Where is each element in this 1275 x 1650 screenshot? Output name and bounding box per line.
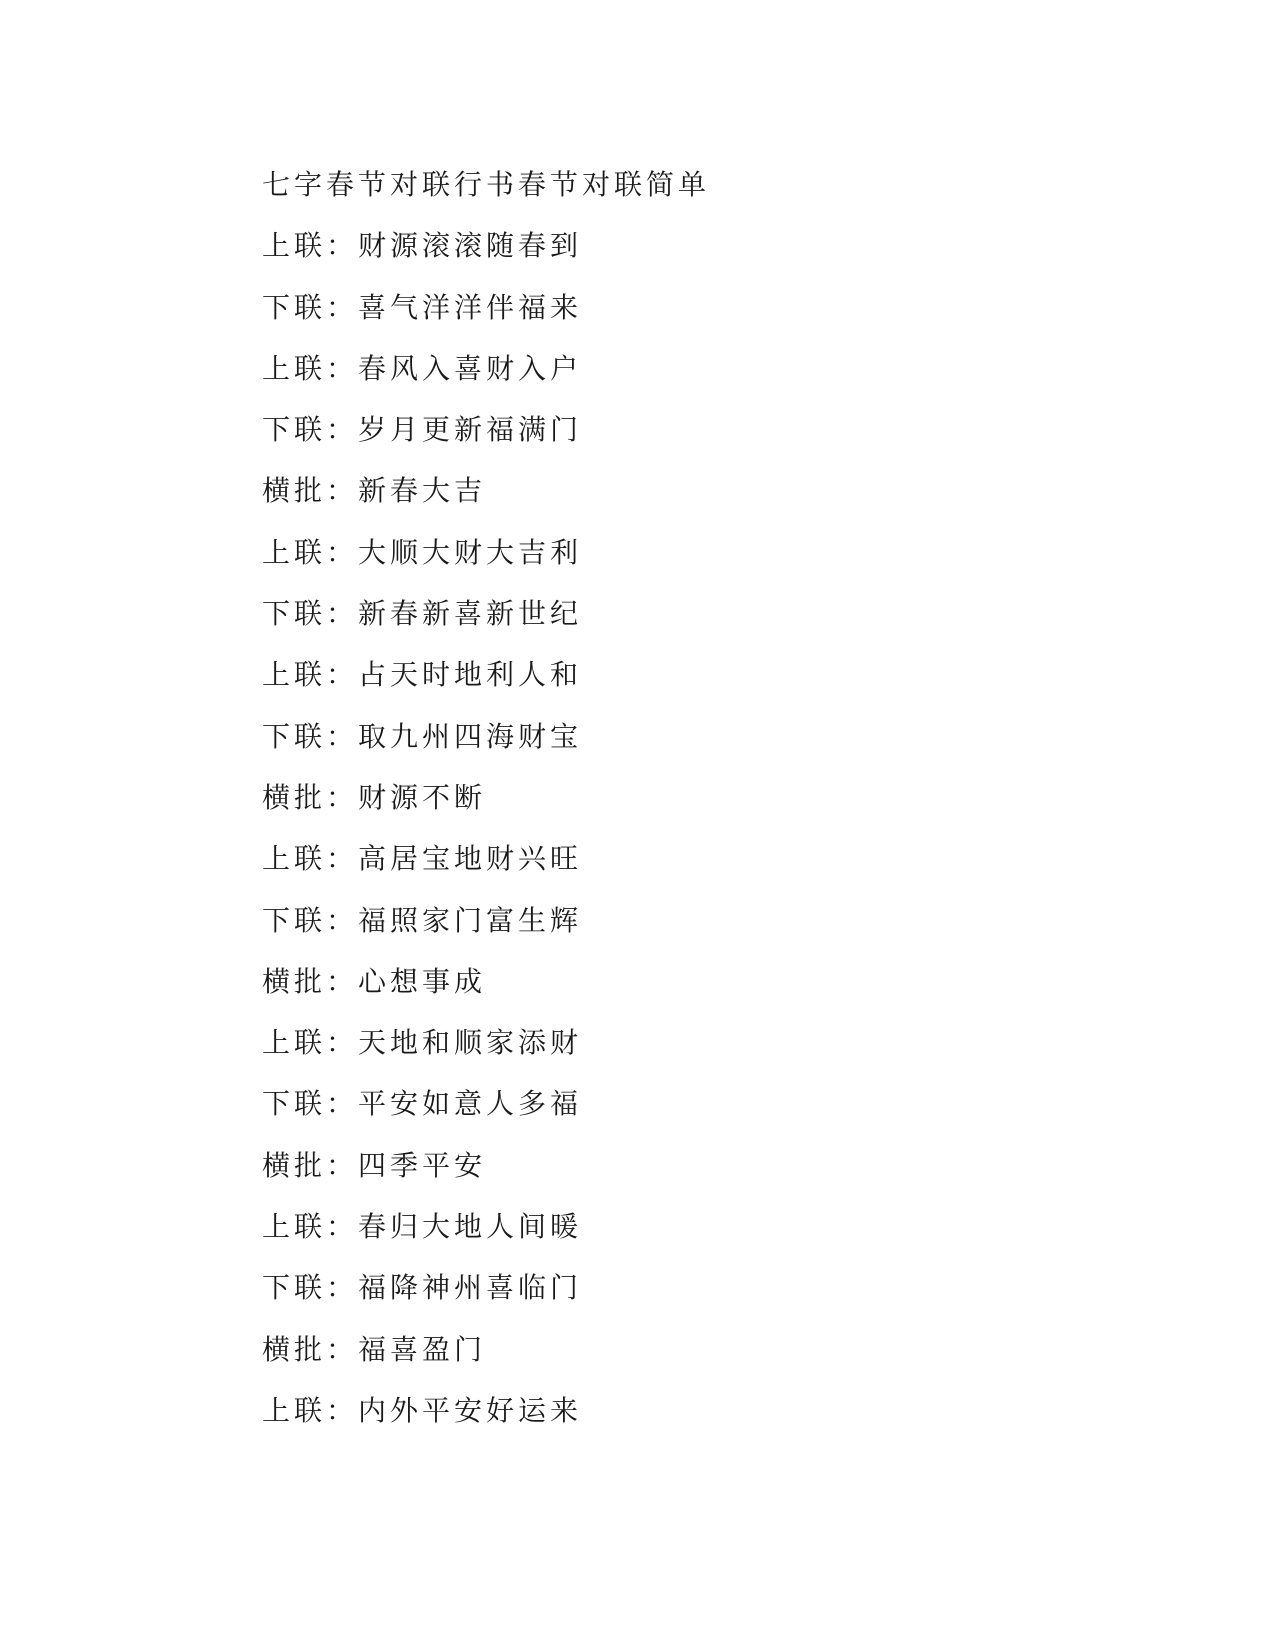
couplet-line: 下联：福降神州喜临门 <box>262 1271 583 1305</box>
couplet-line: 上联：占天时地利人和 <box>262 658 583 692</box>
couplet-line: 横批：财源不断 <box>262 780 487 814</box>
couplet-line: 上联：春风入喜财入户 <box>262 351 583 385</box>
couplet-line: 下联：平安如意人多福 <box>262 1087 583 1121</box>
couplet-line: 上联：春归大地人间暖 <box>262 1210 583 1244</box>
document-title: 七字春节对联行书春节对联简单 <box>262 168 711 201</box>
couplet-line: 下联：取九州四海财宝 <box>262 719 583 753</box>
document-body <box>262 161 1022 1448</box>
couplet-line: 上联：高居宝地财兴旺 <box>262 842 583 876</box>
couplet-line: 横批：福喜盈门 <box>262 1332 487 1366</box>
couplet-line: 下联：福照家门富生辉 <box>262 903 583 937</box>
couplet-line: 上联：大顺大财大吉利 <box>262 535 583 569</box>
couplet-line: 横批：四季平安 <box>262 1148 487 1182</box>
couplet-line: 上联：内外平安好运来 <box>262 1393 583 1427</box>
couplet-line: 横批：新春大吉 <box>262 474 487 508</box>
couplet-line: 上联：财源滚滚随春到 <box>262 229 583 263</box>
couplet-line: 上联：天地和顺家添财 <box>262 1026 583 1060</box>
couplet-line: 下联：喜气洋洋伴福来 <box>262 290 583 324</box>
couplet-line: 下联：新春新喜新世纪 <box>262 597 583 631</box>
couplet-line: 下联：岁月更新福满门 <box>262 413 583 447</box>
couplet-line: 横批：心想事成 <box>262 964 487 998</box>
